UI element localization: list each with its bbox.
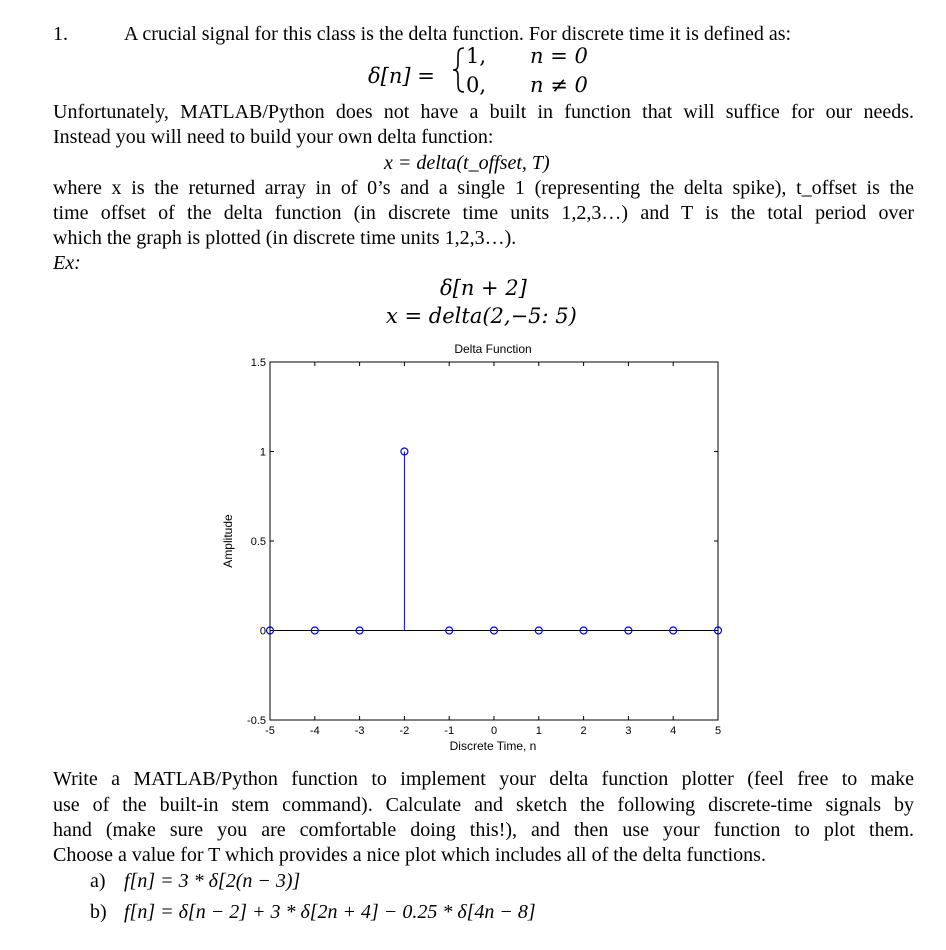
paragraph-3-line-2: use of the built-in stem command). Calculate and sketch the following discrete-time signals by (53, 794, 914, 816)
part-b-label: b) (90, 901, 107, 923)
x-tick-label: -5 (265, 725, 275, 737)
x-tick-label: 2 (580, 725, 587, 737)
left-brace-icon (452, 46, 466, 94)
paragraph-3-line-3: hand (make sure you are comfortable doing this!), and then use your function to plot them. (53, 819, 914, 841)
paragraph-1-line-1: Unfortunately, MATLAB/Python does not have a built in function that will suffice for our needs. (53, 101, 914, 123)
x-tick-label: -1 (444, 725, 455, 737)
part-a-label: a) (90, 870, 106, 892)
case1-condition: n = 0 (530, 44, 588, 68)
example-signal: δ[n + 2] (440, 276, 527, 300)
chart-title: Delta Function (454, 342, 532, 356)
chart-ylabel: Amplitude (221, 514, 235, 568)
plot-frame (270, 362, 718, 720)
paragraph-2-line-1: where x is the returned array in of 0’s and a single 1 (representing the delta spike), t_offset is the (53, 177, 914, 199)
case1-value: 1, (466, 44, 487, 68)
x-tick-label: 4 (670, 725, 677, 737)
x-tick-label: -4 (309, 725, 320, 737)
paragraph-3-line-4: Choose a value for T which provides a nice plot which includes all of the delta functions. (53, 844, 766, 866)
x-tick-label: 0 (490, 725, 498, 737)
y-tick-label: -0.5 (247, 715, 266, 727)
case2-value: 0, (466, 73, 487, 97)
paragraph-1-line-2: Instead you will need to build your own delta function: (53, 126, 494, 148)
paragraph-3-line-1: Write a MATLAB/Python function to implement your delta function plotter (feel free to make (53, 768, 914, 790)
x-tick-label: -2 (399, 725, 410, 737)
y-tick-label: 0 (259, 625, 266, 638)
paragraph-2-line-2: time offset of the delta function (in discrete time units 1,2,3…) and T is the total period over (53, 202, 914, 224)
x-tick-label: -3 (354, 725, 365, 737)
y-tick-label: 1 (259, 446, 266, 459)
x-tick-label: 1 (535, 725, 542, 737)
x-tick-label: 3 (625, 725, 632, 737)
chart-marks (267, 448, 722, 634)
example-call: x = delta(2,−5: 5) (386, 304, 577, 328)
delta-stem-chart (190, 338, 750, 758)
part-b-expression: f[n] = δ[n − 2] + 3 * δ[2n + 4] − 0.25 * δ[4n − 8] (124, 901, 536, 923)
part-a-expression: f[n] = 3 * δ[2(n − 3)] (124, 870, 301, 892)
function-signature: x = delta(t_offset, T) (384, 152, 550, 174)
case2-condition: n ≠ 0 (530, 73, 588, 97)
chart-ticks (247, 357, 721, 737)
paragraph-2-line-3: which the graph is plotted (in discrete time units 1,2,3…). (53, 227, 517, 249)
problem-number: 1. (53, 23, 68, 45)
y-tick-label: 0.5 (250, 536, 266, 548)
x-tick-label: 5 (714, 725, 722, 737)
definition-lhs: δ[n] = (368, 64, 435, 88)
example-label: Ex: (53, 252, 81, 274)
intro-text: A crucial signal for this class is the delta function. For discrete time it is defined as: (124, 23, 792, 45)
y-tick-label: 1.5 (250, 357, 266, 369)
chart-xlabel: Discrete Time, n (449, 739, 537, 753)
